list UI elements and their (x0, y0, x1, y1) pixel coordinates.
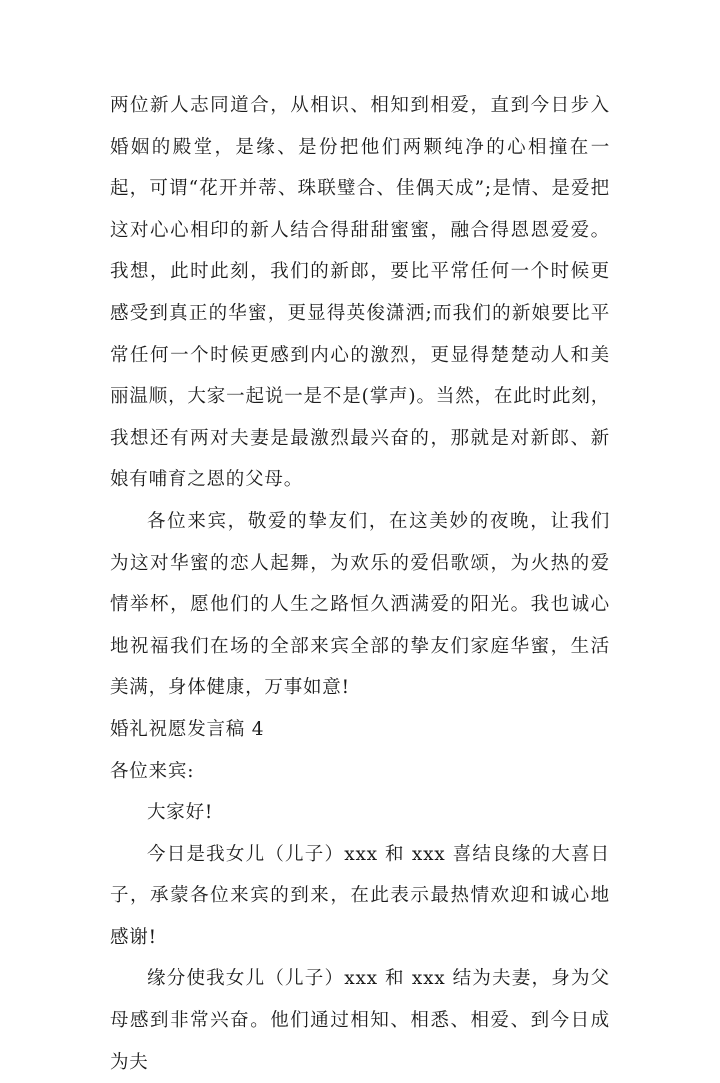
section-heading: 婚礼祝愿发言稿 4 (110, 718, 265, 740)
paragraph-continued: 两位新人志同道合，从相识、相知到相爱，直到今日步入婚姻的殿堂，是缘、是份把他们两颗纯净的心相撞在一起，可谓“花开并蒂、珠联璧合、佳偶天成”;是情、是爱把这对心心相印的新人结合得甜甜蜜蜜，融合得恩恩爱爱。我想，此时此刻，我们的新郎，要比平常任何一个时候更感受到真正的华蜜，更显得英俊潇洒;而我们的新娘要比平常任何一个时候更感到内心的激烈，更显得楚楚动人和美丽温顺，大家一起说一是不是(掌声)。当然，在此时此刻，我想还有两对夫妻是最激烈最兴奋的，那就是对新郎、新娘有哺育之恩的父母。 (110, 95, 610, 491)
greeting: 大家好! (147, 802, 214, 824)
document-body (110, 85, 610, 1083)
paragraph-toast: 各位来宾，敬爱的挚友们，在这美妙的夜晚，让我们为这对华蜜的恋人起舞，为欢乐的爱侣歌颂，为火热的爱情举杯，愿他们的人生之路恒久洒满爱的阳光。我也诚心地祝福我们在场的全部来宾全部的挚友们家庭华蜜，生活美满，身体健康，万事如意! (110, 510, 610, 699)
paragraph-welcome: 今日是我女儿（儿子）xxx 和 xxx 喜结良缘的大喜日子，承蒙各位来宾的到来，在此表示最热情欢迎和诚心地感谢! (110, 843, 610, 948)
salutation: 各位来宾: (110, 760, 195, 782)
paragraph-parents: 缘分使我女儿（儿子）xxx 和 xxx 结为夫妻，身为父母感到非常兴奋。他们通过相知、相悉、相爱、到今日成为夫 (110, 968, 610, 1073)
